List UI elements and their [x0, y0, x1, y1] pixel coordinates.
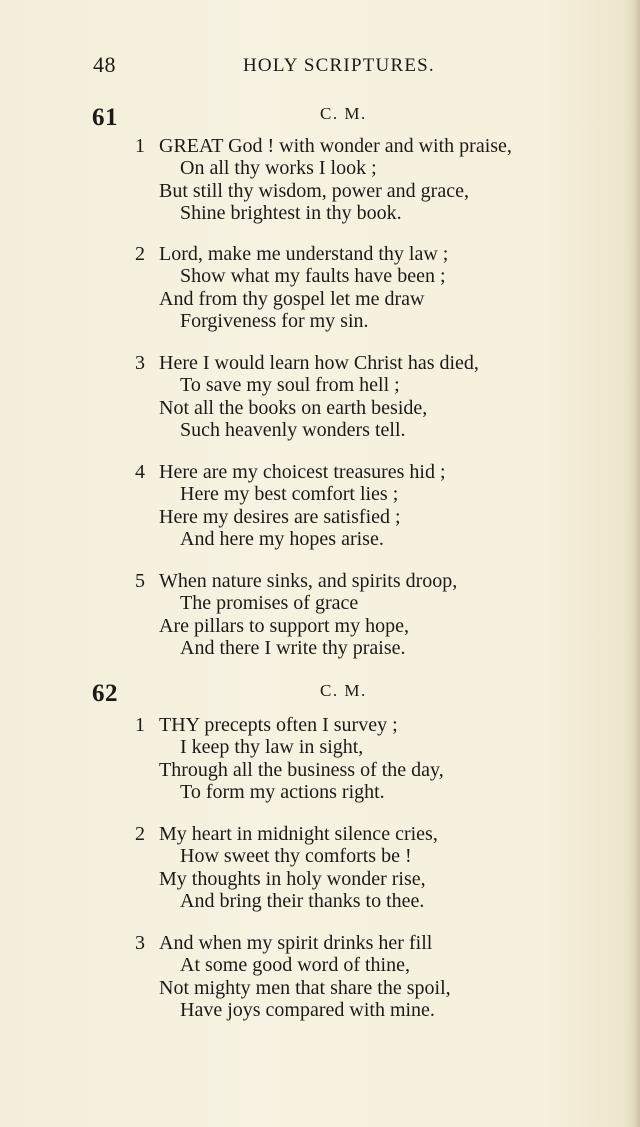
- stanza-line: [135, 714, 615, 736]
- stanza-line-text: Here are my choicest treasures hid ;: [159, 461, 446, 483]
- stanza-line: [135, 823, 615, 845]
- stanza-line: Show what my faults have been ;: [180, 265, 446, 288]
- stanza-line: Not all the books on earth beside,: [159, 396, 428, 419]
- stanza-line: [135, 570, 615, 592]
- hymn-62-stanza-2: [135, 823, 615, 912]
- stanza-line: Shine brightest in thy book.: [180, 201, 402, 224]
- stanza-line: And from thy gospel let me draw: [159, 287, 425, 310]
- stanza-line: Have joys compared with mine.: [180, 998, 435, 1021]
- stanza-line: My thoughts in holy wonder rise,: [159, 867, 426, 890]
- stanza-line: [135, 932, 615, 954]
- hymn-meter-61: C. M.: [320, 104, 367, 123]
- stanza-line: And bring their thanks to thee.: [180, 889, 425, 912]
- stanza-line: [135, 352, 615, 374]
- stanza-number: 1: [135, 135, 145, 157]
- stanza-line: And here my hopes arise.: [180, 527, 384, 550]
- hymn-62-stanza-3: [135, 932, 615, 1021]
- stanza-line: Are pillars to support my hope,: [159, 614, 409, 637]
- stanza-line-text: Lord, make me understand thy law ;: [159, 243, 449, 265]
- stanza-line-text: And when my spirit drinks her fill: [159, 932, 433, 954]
- hymn-61-stanza-1: [135, 135, 615, 224]
- hymn-61-stanza-4: [135, 461, 615, 550]
- stanza-line-text: When nature sinks, and spirits droop,: [159, 570, 458, 592]
- stanza-line-text: My heart in midnight silence cries,: [159, 823, 438, 845]
- stanza-line-text: Here I would learn how Christ has died,: [159, 352, 479, 374]
- stanza-line: Here my best comfort lies ;: [180, 483, 399, 506]
- stanza-line: I keep thy law in sight,: [180, 736, 364, 759]
- stanza-line: Such heavenly wonders tell.: [180, 418, 406, 441]
- stanza-number: 3: [135, 932, 145, 954]
- stanza-number: 1: [135, 714, 145, 736]
- stanza-number: 3: [135, 352, 145, 374]
- stanza-line: [135, 461, 615, 483]
- hymn-61-stanza-5: [135, 570, 615, 659]
- page-edge-shadow: [626, 0, 640, 1127]
- stanza-line: Not mighty men that share the spoil,: [159, 976, 451, 999]
- stanza-number: 2: [135, 823, 145, 845]
- stanza-line: Through all the business of the day,: [159, 758, 444, 781]
- stanza-line: [135, 135, 615, 157]
- stanza-line: To save my soul from hell ;: [180, 374, 400, 397]
- stanza-number: 2: [135, 243, 145, 265]
- hymn-meter-62: C. M.: [320, 681, 367, 700]
- stanza-line: At some good word of thine,: [180, 954, 410, 977]
- stanza-line: The promises of grace: [180, 592, 359, 615]
- stanza-number: 4: [135, 461, 145, 483]
- hymn-number-61: 61: [92, 104, 118, 131]
- stanza-line-text: GREAT God ! with wonder and with praise,: [159, 135, 512, 157]
- hymn-number-62: 62: [92, 680, 118, 707]
- hymn-61-stanza-3: [135, 352, 615, 441]
- stanza-line: How sweet thy comforts be !: [180, 845, 412, 868]
- page-number: 48: [93, 52, 116, 77]
- stanza-line: To form my actions right.: [180, 780, 385, 803]
- stanza-line: [135, 243, 615, 265]
- stanza-line: But still thy wisdom, power and grace,: [159, 179, 469, 202]
- hymn-61-stanza-2: [135, 243, 615, 332]
- hymn-62-stanza-1: [135, 714, 615, 803]
- stanza-line: On all thy works I look ;: [180, 157, 377, 180]
- stanza-line: Here my desires are satisfied ;: [159, 505, 401, 528]
- page-header: [0, 52, 640, 82]
- stanza-line: Forgiveness for my sin.: [180, 309, 369, 332]
- stanza-line-text: THY precepts often I survey ;: [159, 714, 398, 736]
- stanza-number: 5: [135, 570, 145, 592]
- running-head: HOLY SCRIPTURES.: [243, 55, 435, 76]
- stanza-line: And there I write thy praise.: [180, 636, 406, 659]
